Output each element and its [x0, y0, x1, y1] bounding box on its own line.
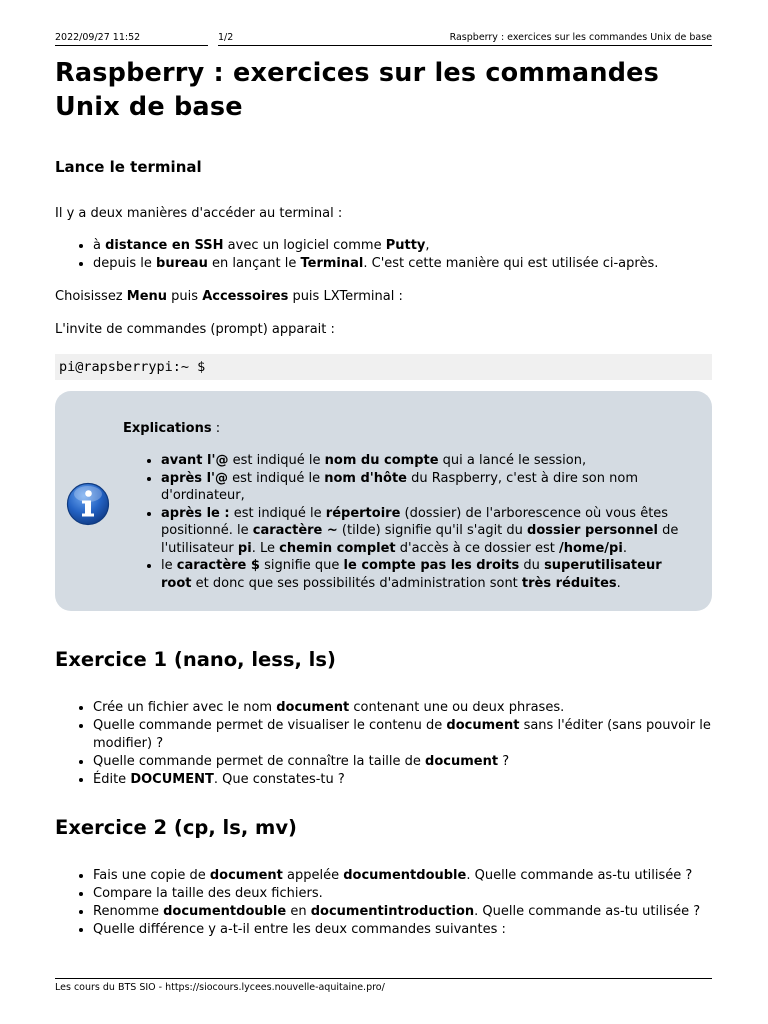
exercise1-heading: Exercice 1 (nano, less, ls): [55, 648, 336, 671]
header-rule: [55, 45, 208, 46]
page-title: Raspberry : exercices sur les commandes Unix de base: [55, 58, 660, 122]
page-footer: [55, 978, 712, 993]
list-item: • Quelle différence y a-t-il entre les deux commandes suivantes :: [93, 921, 750, 939]
explanation-list: [123, 452, 693, 592]
page-number: 1/2: [218, 32, 234, 43]
menu-instruction: Choisissez Menu puis Accessoires puis LXTerminal :: [55, 289, 403, 304]
list-item: • depuis le bureau en lançant le Terminal. C'est cette manière qui est utilisée ci-après.: [93, 255, 750, 273]
list-item: • après l'@ est indiqué le nom d'hôte du Raspberry, c'est à dire son nom d'ordinateur,: [161, 470, 693, 505]
info-icon: [66, 482, 110, 526]
list-item: • à distance en SSH avec un logiciel comme Putty,: [93, 237, 750, 255]
list-item: • avant l'@ est indiqué le nom du compte qui a lancé le session,: [161, 452, 693, 470]
list-item: • Fais une copie de document appelée documentdouble. Quelle commande as-tu utilisée ?: [93, 867, 750, 885]
list-item: • Édite DOCUMENT. Que constates-tu ?: [93, 771, 750, 789]
footer-text: Les cours du BTS SIO - https://siocours.lycees.nouvelle-aquitaine.pro/: [55, 982, 385, 993]
print-date: 2022/09/27 11:52: [55, 32, 141, 43]
list-item: • Quelle commande permet de visualiser le contenu de document sans l'éditer (sans pouvoir le modifier) ?: [93, 717, 750, 753]
exercise2-list: [55, 867, 750, 939]
header-doc-title: Raspberry : exercices sur les commandes Unix de base: [449, 32, 712, 43]
list-item: • Renomme documentdouble en documentintroduction. Quelle commande as-tu utilisée ?: [93, 903, 750, 921]
list-item: • après le : est indiqué le répertoire (dossier) de l'arborescence où vous êtes positionné. le caractère ~ (tilde) signifie qu'il s'agit du dossier personnel de l'utilisateur pi. Le chemin complet d'accès à ce dossier est /home/pi.: [161, 505, 693, 558]
section-heading-terminal: Lance le terminal: [55, 158, 202, 176]
intro-paragraph: Il y a deux manières d'accéder au terminal :: [55, 206, 343, 221]
access-methods-list: [55, 237, 750, 273]
exercise2-heading: Exercice 2 (cp, ls, mv): [55, 816, 297, 839]
prompt-code-block: pi@rapsberrypi:~ $: [55, 354, 712, 380]
note-title: Explications :: [123, 421, 221, 436]
header-rule: [218, 45, 712, 46]
exercise1-list: [55, 699, 750, 789]
explanation-note-box: [55, 391, 712, 611]
list-item: • Compare la taille des deux fichiers.: [93, 885, 750, 903]
list-item: • le caractère $ signifie que le compte pas les droits du superutilisateur root et donc que ses possibilités d'administration sont très réduites.: [161, 557, 693, 592]
prompt-intro: L'invite de commandes (prompt) apparait :: [55, 322, 335, 337]
list-item: • Quelle commande permet de connaître la taille de document ?: [93, 753, 750, 771]
page-header: [55, 30, 712, 45]
list-item: • Crée un fichier avec le nom document contenant une ou deux phrases.: [93, 699, 750, 717]
